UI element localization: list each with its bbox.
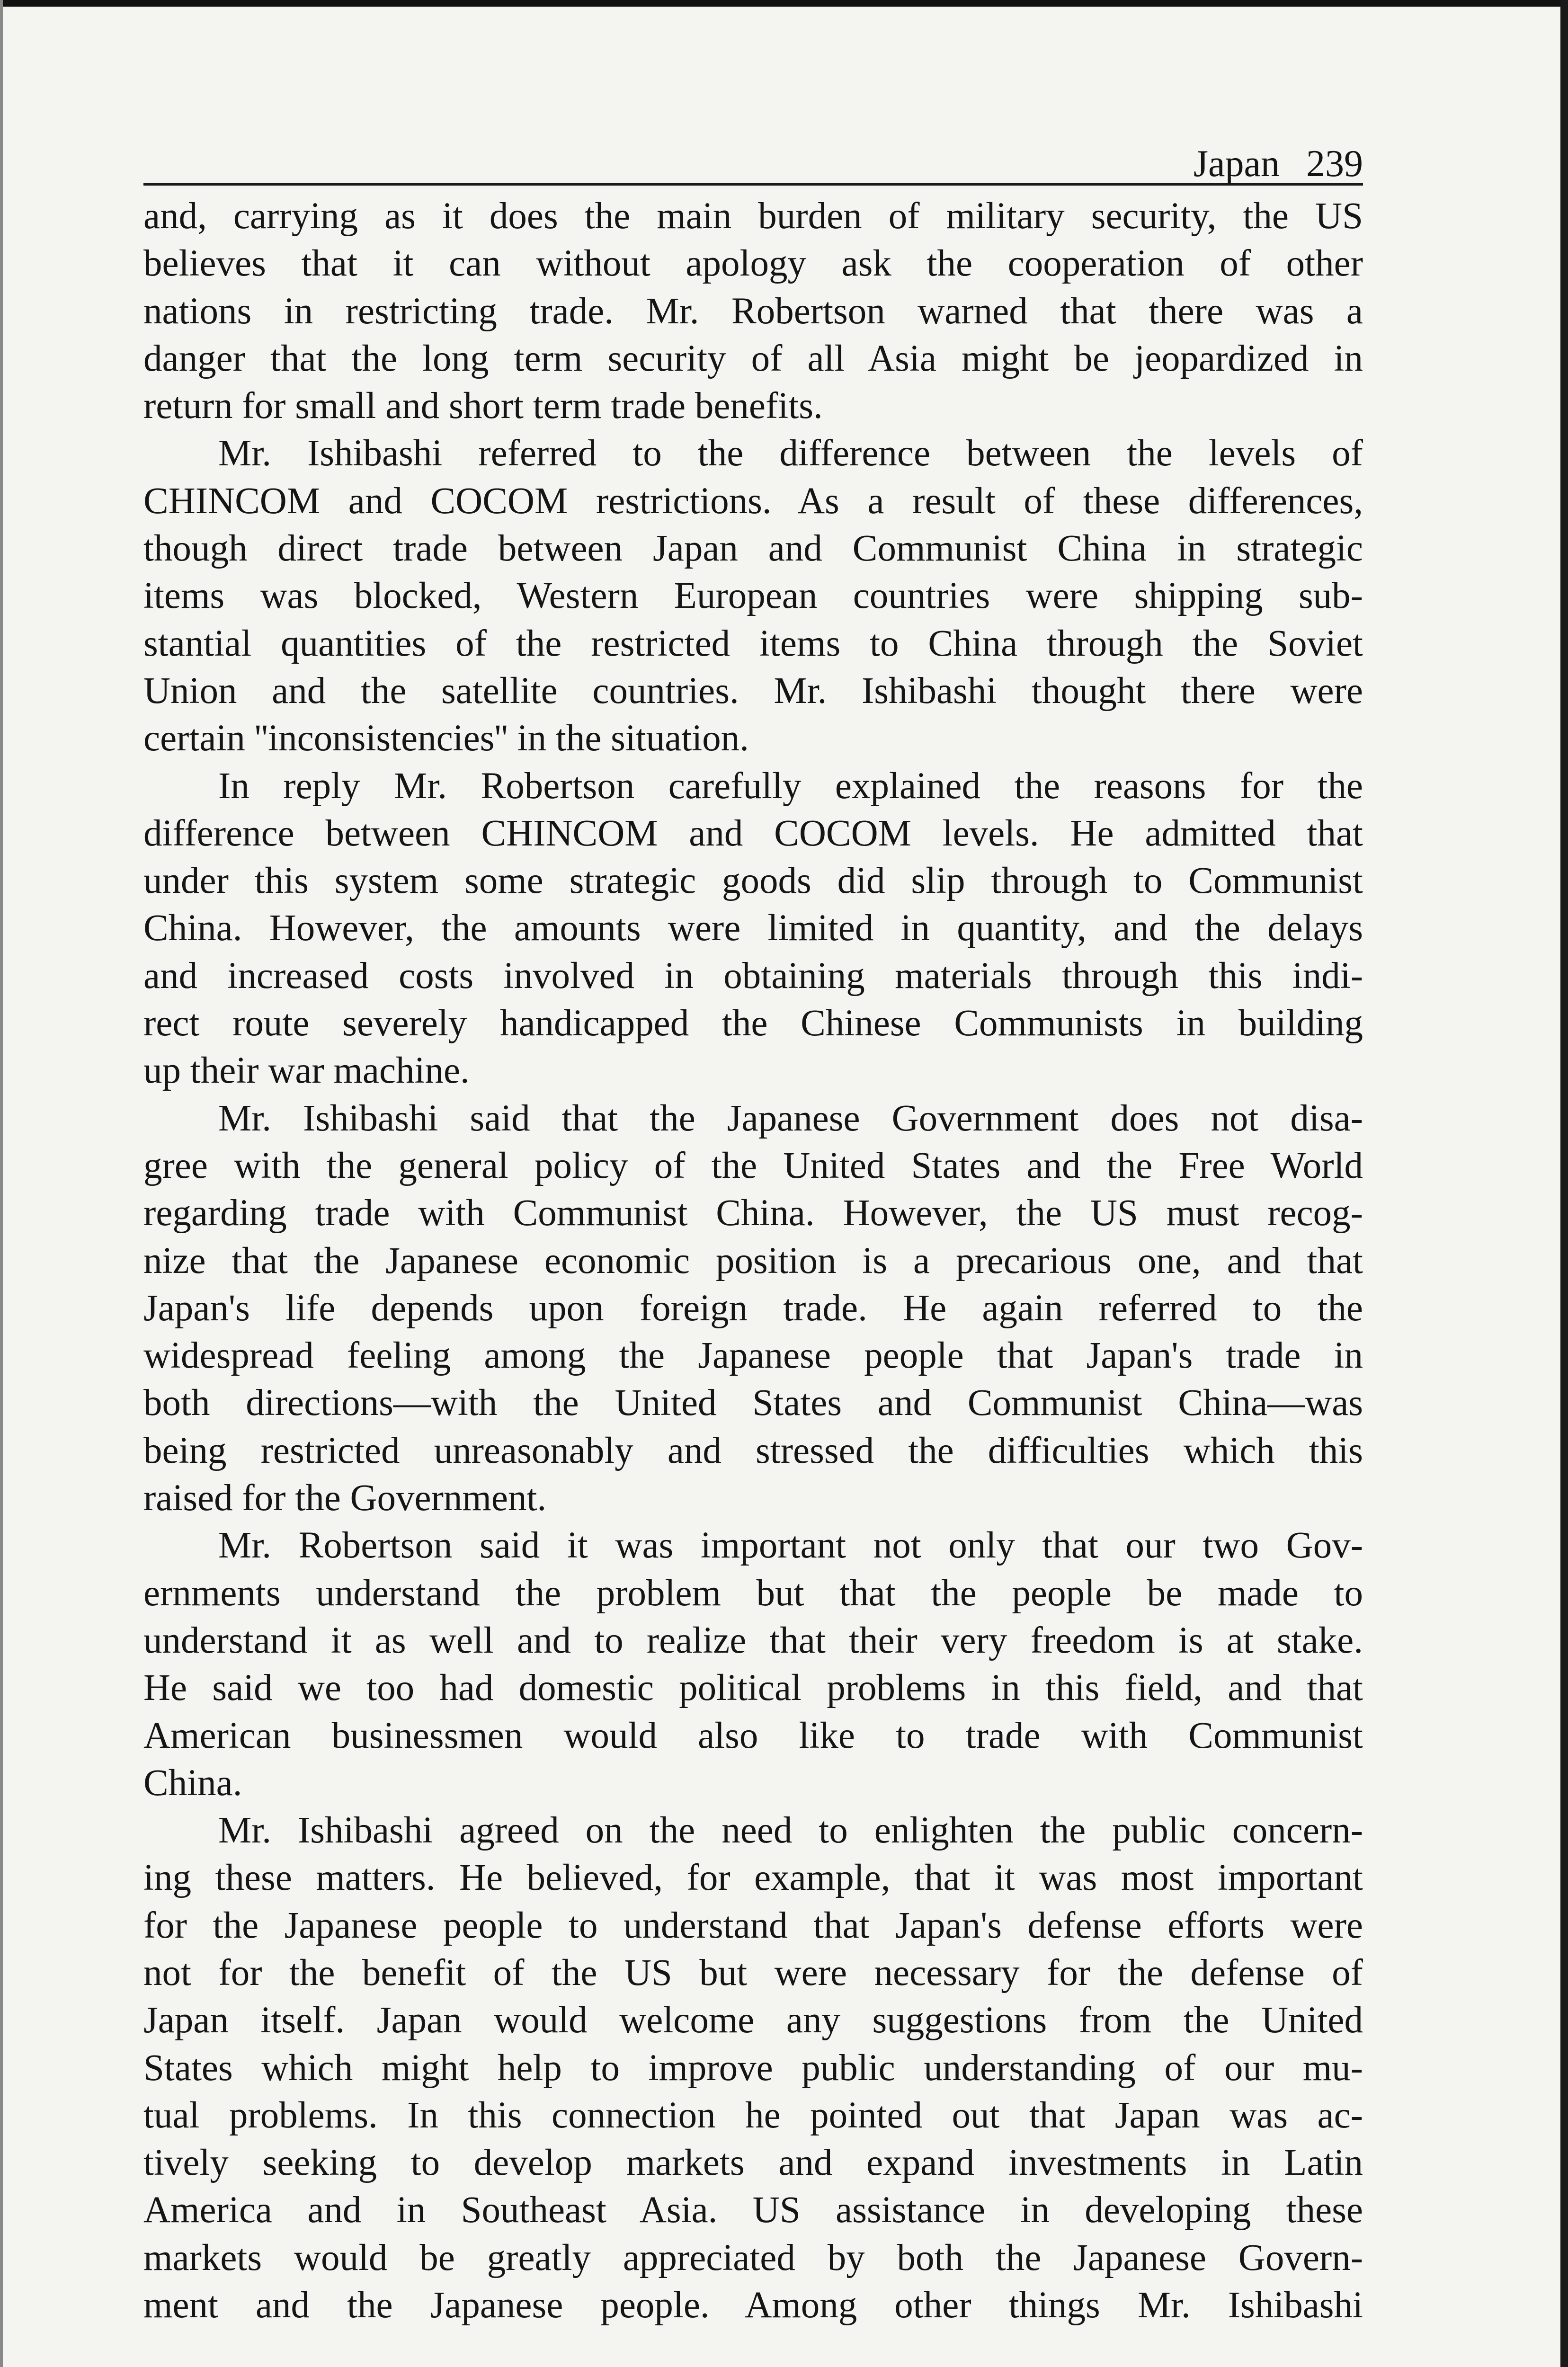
text-line: Japan itself. Japan would welcome any suggestions from the United bbox=[143, 2000, 1363, 2041]
text-line: Mr. Ishibashi referred to the difference between the levels of bbox=[218, 433, 1363, 474]
text-line: return for small and short term trade benefits. bbox=[143, 385, 823, 427]
text-line: understand it as well and to realize that their very freedom is at stake. bbox=[143, 1620, 1363, 1661]
text-line: difference between CHINCOM and COCOM levels. He admitted that bbox=[143, 812, 1363, 854]
text-line: danger that the long term security of all Asia might be jeopardized in bbox=[143, 338, 1363, 379]
text-line: nize that the Japanese economic position is a precarious one, and that bbox=[143, 1240, 1363, 1281]
text-line: stantial quantities of the restricted items to China through the Soviet bbox=[143, 623, 1363, 664]
text-line: nations in restricting trade. Mr. Robertson warned that there was a bbox=[143, 290, 1363, 332]
text-line: rect route severely handicapped the Chinese Communists in building bbox=[143, 1003, 1363, 1044]
text-line: Mr. Ishibashi agreed on the need to enlighten the public concern- bbox=[218, 1810, 1363, 1851]
text-line: ernments understand the problem but that the people be made to bbox=[143, 1572, 1363, 1614]
paragraph bbox=[143, 193, 1363, 430]
paragraph bbox=[143, 1522, 1363, 1807]
text-line: certain ''inconsistencies'' in the situation. bbox=[143, 718, 749, 759]
text-line: markets would be greatly appreciated by both the Japanese Govern- bbox=[143, 2237, 1363, 2278]
text-line: Mr. Ishibashi said that the Japanese Government does not disa- bbox=[218, 1097, 1363, 1139]
paragraph bbox=[143, 1095, 1363, 1522]
text-line: for the Japanese people to understand that Japan's defense efforts were bbox=[143, 1904, 1363, 1946]
body-text bbox=[143, 193, 1363, 2329]
text-line: not for the benefit of the US but were necessary for the defense of bbox=[143, 1952, 1363, 1993]
page-number: 239 bbox=[1306, 143, 1363, 185]
text-line: American businessmen would also like to trade with Communist bbox=[143, 1715, 1363, 1756]
text-line: widespread feeling among the Japanese people that Japan's trade in bbox=[143, 1335, 1363, 1377]
text-line: and increased costs involved in obtaining materials through this indi- bbox=[143, 955, 1363, 997]
text-line: under this system some strategic goods did slip through to Communist bbox=[143, 860, 1363, 902]
scan-edge-top bbox=[0, 0, 1568, 7]
paragraph bbox=[143, 430, 1363, 762]
scan-edge-right bbox=[1560, 0, 1568, 2367]
text-line: regarding trade with Communist China. However, the US must recog- bbox=[143, 1192, 1363, 1234]
text-line: Union and the satellite countries. Mr. Ishibashi thought there were bbox=[143, 670, 1363, 712]
text-line: America and in Southeast Asia. US assistance in developing these bbox=[143, 2189, 1363, 2231]
text-line: up their war machine. bbox=[143, 1050, 470, 1092]
text-line: ing these matters. He believed, for example, that it was most important bbox=[143, 1857, 1363, 1899]
text-line: being restricted unreasonably and stressed the difficulties which this bbox=[143, 1430, 1363, 1471]
text-line: gree with the general policy of the United States and the Free World bbox=[143, 1145, 1363, 1186]
text-line: believes that it can without apology ask the cooperation of other bbox=[143, 243, 1363, 285]
paragraph bbox=[143, 1807, 1363, 2329]
text-line: ment and the Japanese people. Among other things Mr. Ishibashi bbox=[143, 2285, 1363, 2326]
running-head bbox=[143, 142, 1363, 186]
text-line: and, carrying as it does the main burden of military security, the US bbox=[143, 196, 1363, 237]
scan-edge-left bbox=[0, 0, 3, 2367]
text-line: raised for the Government. bbox=[143, 1477, 547, 1519]
text-line: both directions—with the United States and Communist China—was bbox=[143, 1382, 1363, 1424]
text-line: tual problems. In this connection he pointed out that Japan was ac- bbox=[143, 2094, 1363, 2136]
text-line: States which might help to improve public understanding of our mu- bbox=[143, 2047, 1363, 2089]
text-line: though direct trade between Japan and Communist China in strategic bbox=[143, 528, 1363, 570]
text-line: He said we too had domestic political problems in this field, and that bbox=[143, 1667, 1363, 1709]
text-line: China. bbox=[143, 1762, 242, 1804]
text-line: CHINCOM and COCOM restrictions. As a result of these differences, bbox=[143, 480, 1363, 522]
text-line: Mr. Robertson said it was important not only that our two Gov- bbox=[218, 1525, 1363, 1566]
book-page bbox=[143, 142, 1363, 2329]
text-line: items was blocked, Western European countries were shipping sub- bbox=[143, 575, 1363, 617]
text-line: Japan's life depends upon foreign trade. He again referred to the bbox=[143, 1287, 1363, 1329]
text-line: China. However, the amounts were limited in quantity, and the delays bbox=[143, 908, 1363, 949]
text-line: In reply Mr. Robertson carefully explained the reasons for the bbox=[218, 765, 1363, 807]
paragraph bbox=[143, 763, 1363, 1095]
running-head-section: Japan bbox=[1193, 143, 1280, 185]
text-line: tively seeking to develop markets and expand investments in Latin bbox=[143, 2142, 1363, 2184]
